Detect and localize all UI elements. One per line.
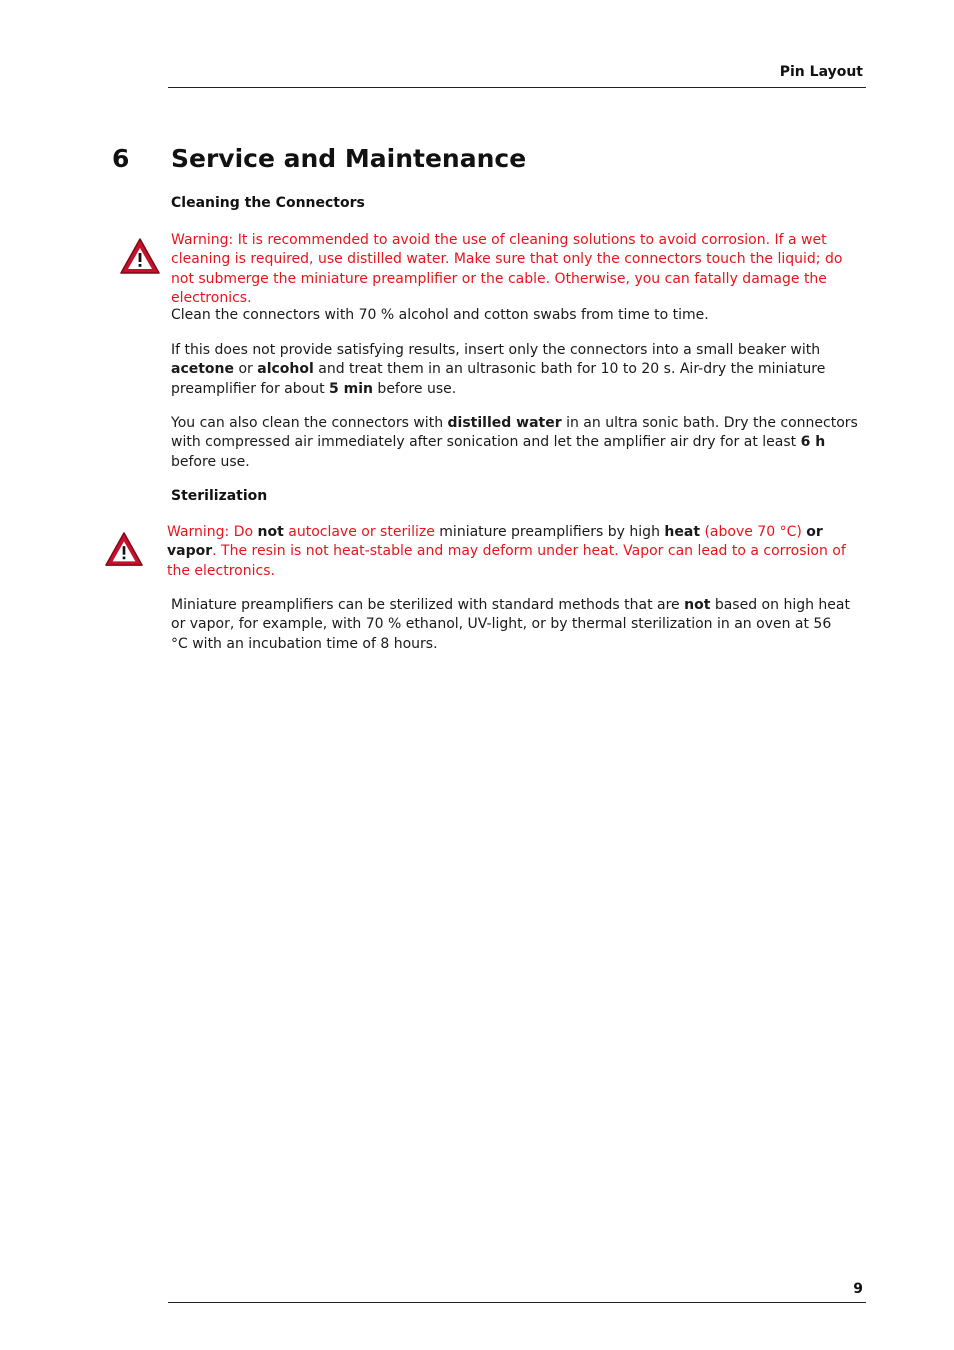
cleaning-paragraph-2: If this does not provide satisfying results, insert only the connectors into a small beaker with acetone or alcohol and treat them in an ultrasonic bath for 10 to 20 s. Air-dry the miniature preamplifier for about 5 min before use. (171, 342, 826, 397)
cleaning-paragraph-3: You can also clean the connectors with distilled water in an ultra sonic bath. Dry the connectors with compressed air immediately after sonication and let the amplifier air dry for at least 6 h before use. (171, 415, 858, 470)
sterilization-warning: Warning: Do not autoclave or sterilize miniature preamplifiers by high heat (above 70 °C) or vapor. The resin is not heat-stable and may deform under heat. Vapor can lead to a corrosion of the electronics. (167, 524, 846, 579)
chapter-heading (112, 144, 526, 173)
page-number: 9 (853, 1281, 863, 1297)
header-divider (168, 87, 866, 88)
chapter-number: 6 (112, 144, 130, 173)
warning-triangle-icon (118, 236, 162, 276)
sterilization-heading: Sterilization (171, 488, 268, 504)
sterilization-paragraph: Miniature preamplifiers can be sterilized with standard methods that are not based on high heat or vapor, for example, with 70 % ethanol, UV-light, or by thermal sterilization in an oven at 56 °C with an incubation time of 8 hours. (171, 597, 850, 652)
warning-triangle-icon (103, 530, 145, 568)
cleaning-paragraph-1: Clean the connectors with 70 % alcohol and cotton swabs from time to time. (171, 307, 709, 323)
cleaning-heading: Cleaning the Connectors (171, 195, 365, 211)
cleaning-warning: Warning: It is recommended to avoid the use of cleaning solutions to avoid corrosion. If a wet cleaning is required, use distilled water. Make sure that only the connectors touch the liquid; do not submerge the miniature preamplifier or the cable. Otherwise, you can fatally damage the electronics. (171, 232, 843, 306)
footer-divider (168, 1302, 866, 1303)
running-header-title: Pin Layout (779, 64, 863, 80)
chapter-title: Service and Maintenance (171, 144, 527, 173)
